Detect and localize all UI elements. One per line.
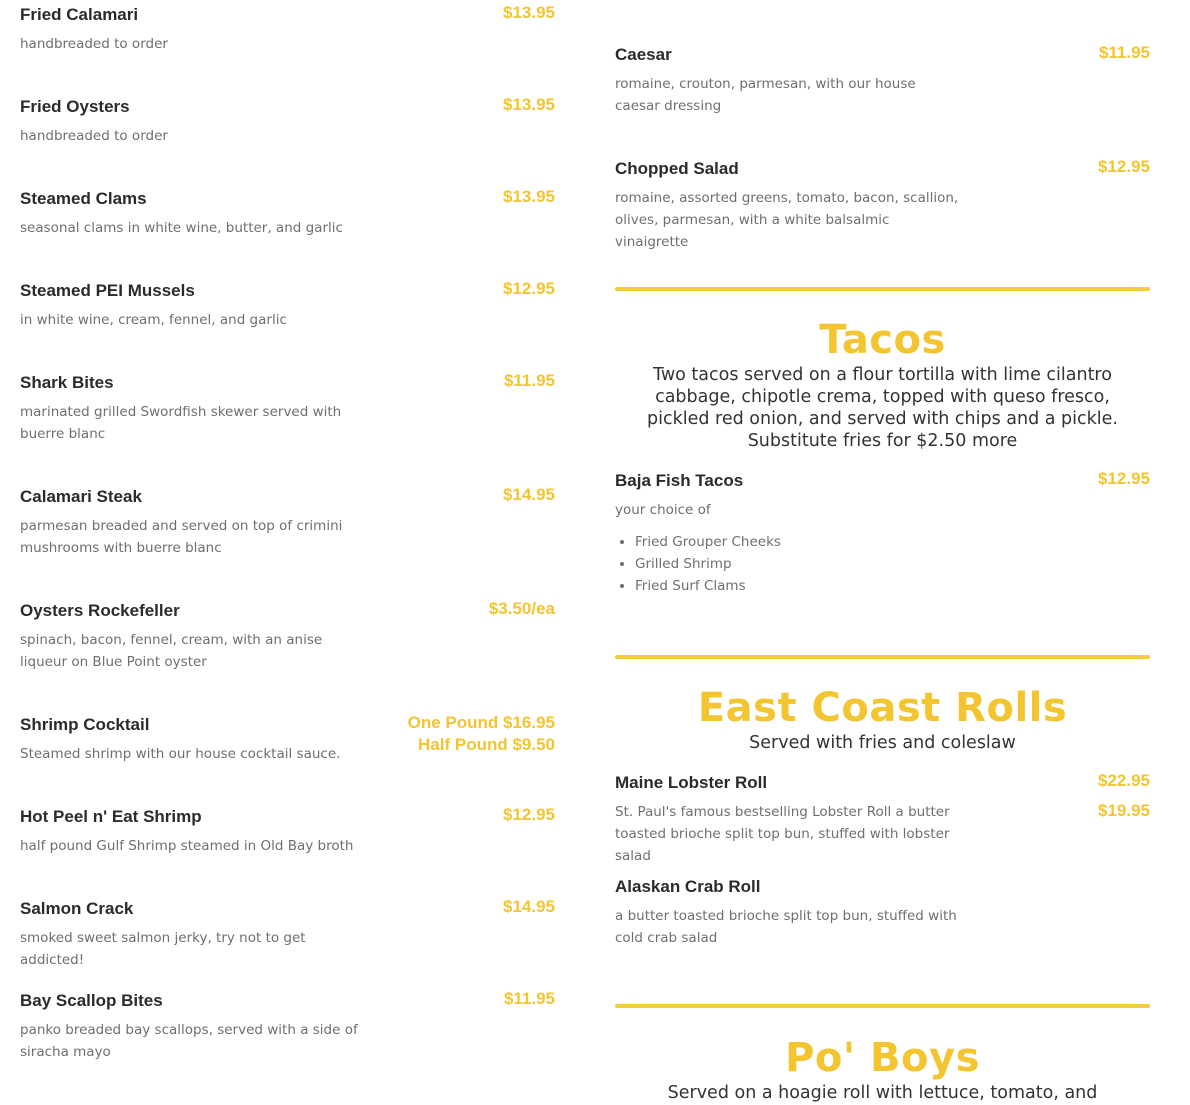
item-price: $11.95 — [503, 371, 555, 390]
item-price: $3.50/ea — [488, 599, 555, 618]
item-price: $14.95 — [503, 897, 555, 916]
item-price: $12.95 — [1098, 469, 1150, 488]
item-description: parmesan breaded and served on top of crimini mushrooms with buerre blanc — [20, 518, 343, 556]
item-description: half pound Gulf Shrimp steamed in Old Bay broth — [20, 838, 354, 854]
item-description: panko breaded bay scallops, served with a side of siracha mayo — [20, 1022, 358, 1060]
item-name: Hot Peel n' Eat Shrimp — [20, 807, 202, 826]
item-name: Fried Calamari — [20, 5, 139, 24]
item-name: Chopped Salad — [615, 159, 739, 178]
item-price-half: Half Pound $9.50 — [418, 735, 555, 754]
item-name: Calamari Steak — [20, 487, 142, 506]
item-description: your choice of — [615, 502, 711, 518]
section-divider — [615, 287, 1150, 291]
item-price: $11.95 — [1098, 43, 1150, 62]
item-description: romaine, crouton, parmesan, with our house caesar dressing — [615, 76, 916, 114]
item-price: $12.95 — [1098, 157, 1150, 176]
taco-choices-list — [615, 531, 781, 597]
section-intro-tacos: Two tacos served on a flour tortilla with lime cilantro cabbage, chipotle crema, topped with queso fresco, pickled red onion, and served with chips and a pickle. Substitute fries for $2.50 more — [647, 365, 1118, 451]
item-description: seasonal clams in white wine, butter, and garlic — [20, 220, 343, 236]
item-description: romaine, assorted greens, tomato, bacon, scallion, olives, parmesan, with a white balsalmic vinaigrette — [615, 190, 959, 250]
section-title-poboys: Po' Boys — [785, 1035, 980, 1081]
item-price: One Pound $16.95 — [407, 713, 555, 732]
item-name: Caesar — [615, 45, 672, 64]
item-description: marinated grilled Swordfish skewer served with buerre blanc — [20, 404, 342, 442]
item-price: $13.95 — [503, 187, 555, 206]
item-name: Baja Fish Tacos — [615, 471, 744, 490]
section-title-rolls: East Coast Rolls — [697, 685, 1068, 731]
item-price: $13.95 — [503, 95, 555, 114]
item-name: Salmon Crack — [20, 899, 134, 918]
item-name: Shark Bites — [20, 373, 114, 392]
item-name: Steamed Clams — [20, 189, 147, 208]
item-price: $14.95 — [503, 485, 555, 504]
item-price: $11.95 — [503, 989, 555, 1008]
item-name: Shrimp Cocktail — [20, 715, 150, 734]
item-description: handbreaded to order — [20, 36, 168, 52]
item-description: handbreaded to order — [20, 128, 168, 144]
section-intro-rolls: Served with fries and coleslaw — [749, 733, 1016, 753]
item-price: $12.95 — [503, 279, 555, 298]
section-divider — [615, 1004, 1150, 1008]
section-title-tacos: Tacos — [819, 317, 946, 363]
list-item: • Grilled Shrimp — [635, 553, 781, 575]
item-name: Maine Lobster Roll — [615, 773, 768, 792]
item-price: $13.95 — [503, 3, 555, 22]
list-item: • Fried Surf Clams — [635, 575, 781, 597]
item-description: Steamed shrimp with our house cocktail sauce. — [20, 746, 341, 762]
item-name: Oysters Rockefeller — [20, 601, 180, 620]
item-price: $19.95 — [1098, 801, 1150, 820]
item-description: spinach, bacon, fennel, cream, with an anise liqueur on Blue Point oyster — [20, 632, 323, 670]
section-divider — [615, 655, 1150, 659]
item-description: a butter toasted brioche split top bun, stuffed with cold crab salad — [615, 908, 957, 946]
item-name: Steamed PEI Mussels — [20, 281, 195, 300]
item-description: St. Paul's famous bestselling Lobster Roll a butter toasted brioche split top bun, stuffed with lobster salad — [615, 804, 950, 864]
item-price: $12.95 — [503, 805, 555, 824]
list-item: • Fried Grouper Cheeks — [635, 531, 781, 553]
item-name: Alaskan Crab Roll — [615, 877, 761, 896]
item-name: Bay Scallop Bites — [20, 991, 163, 1010]
section-intro-poboys: Served on a hoagie roll with lettuce, tomato, and — [667, 1083, 1098, 1103]
item-description: smoked sweet salmon jerky, try not to get addicted! — [20, 930, 306, 968]
item-price: $22.95 — [1098, 771, 1150, 790]
item-name: Fried Oysters — [20, 97, 130, 116]
item-description: in white wine, cream, fennel, and garlic — [20, 312, 287, 328]
